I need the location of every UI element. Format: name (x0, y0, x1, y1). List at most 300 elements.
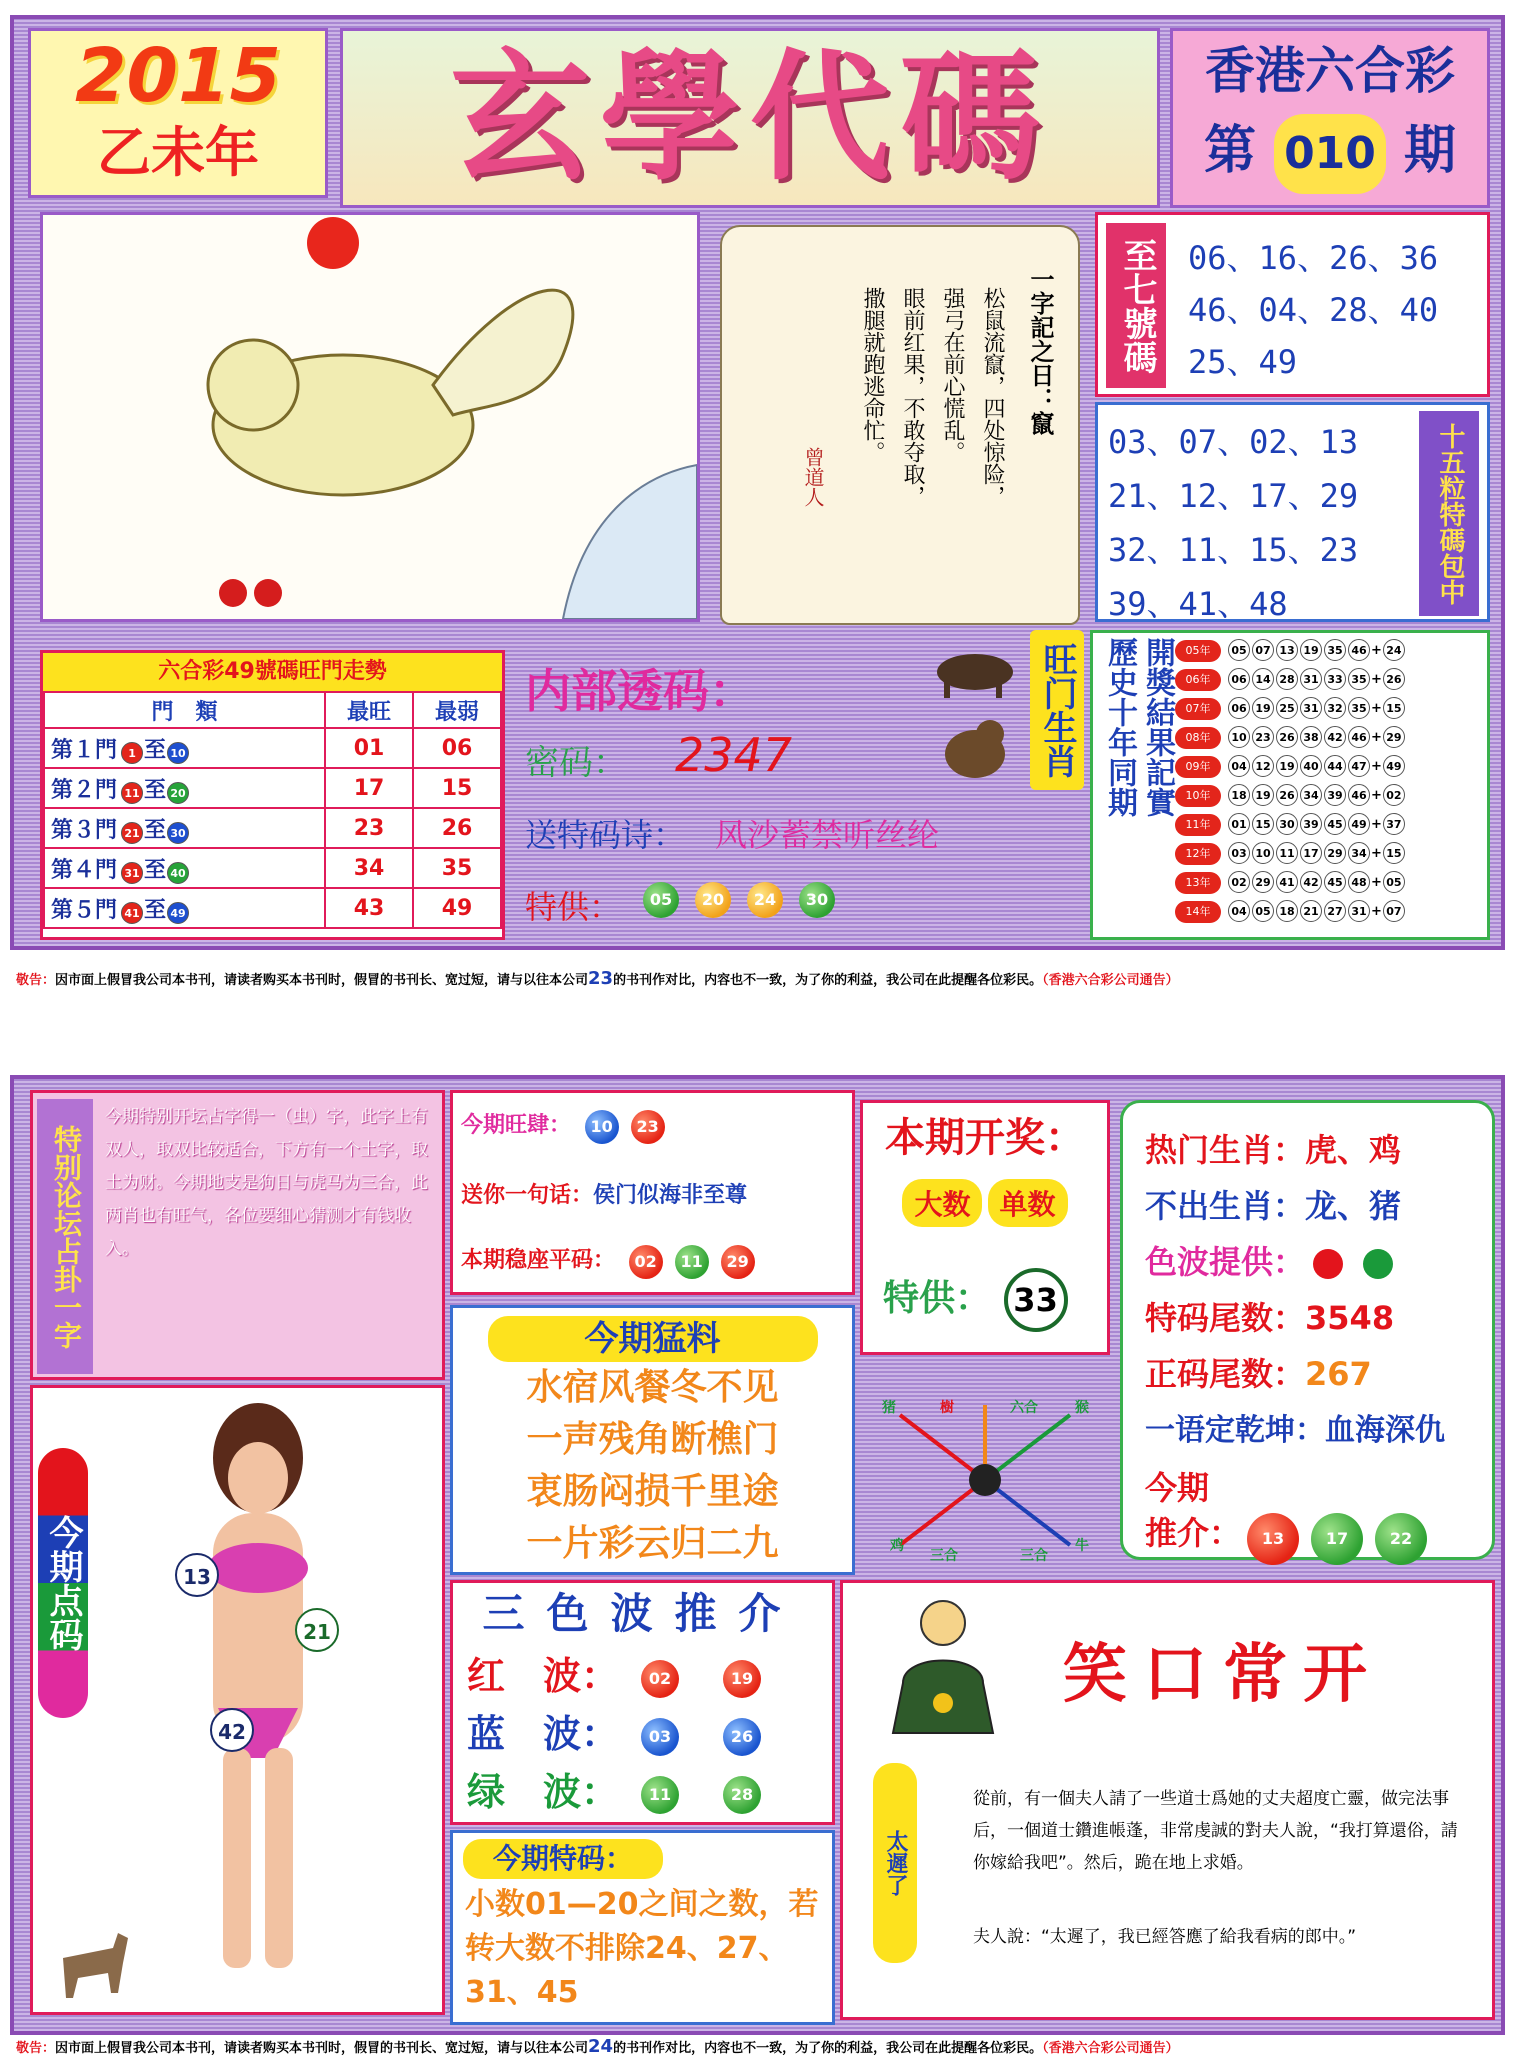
joke-text: 從前，有一個夫人請了一些道士爲她的丈夫超度亡靈，做完法事后，一個道士鑽進帳蓬，非常虔誠的對夫人說，“我打算還俗，請你嫁給我吧”。然后，跪在地上求婚。 (973, 1789, 1458, 1873)
door-hot-cell: 17 (325, 768, 413, 808)
sp-title: 今期特码： (463, 1839, 663, 1879)
history-rows (1175, 639, 1406, 929)
history-ball: 35 (1324, 639, 1346, 661)
history-year: 07年 (1175, 698, 1221, 720)
history-ball: 19 (1252, 784, 1274, 806)
history-ball: 35 (1348, 668, 1370, 690)
history-year: 13年 (1175, 872, 1221, 894)
model-ball-3: 42 (210, 1708, 254, 1752)
brand-box (1170, 28, 1490, 208)
bottom-notice-text-b: 的书刊作对比，内容也不一致，为了你的利益，我公司在此提醒各位彩民。 (613, 2041, 1043, 2056)
poem-title: 一字記之日：竄 (1026, 267, 1054, 435)
poem-line-2: 强弓在前心慌乱。 (940, 287, 965, 463)
tail-row (1145, 1293, 1394, 1339)
forum-box (30, 1090, 445, 1380)
poem-sign: 曾道人 (801, 447, 825, 507)
wave-title: 三色波推介 (482, 1589, 803, 1638)
door-from-ball: 1 (121, 742, 143, 764)
model-photo (33, 1388, 442, 2012)
sp-text: 小数01—20之间之数，若转大数不排除24、27、31、45 (465, 1887, 819, 2010)
ball: 10 (585, 1110, 619, 1144)
history-ball: 35 (1348, 697, 1370, 719)
history-plus: + (1371, 846, 1382, 861)
plain-row (461, 1243, 761, 1279)
history-year: 05年 (1175, 640, 1221, 662)
year-box (28, 28, 328, 198)
history-ball: 13 (1276, 639, 1298, 661)
door-label: 第２門 (51, 777, 118, 803)
history-ball: 06 (1228, 697, 1250, 719)
history-plus: + (1371, 788, 1382, 803)
wave-row (453, 1703, 832, 1761)
one-word-row (1145, 1405, 1445, 1449)
color-label: 色波提供： (1145, 1243, 1306, 1281)
size-odd-row (863, 1179, 1107, 1227)
zodiac-label: 旺门生肖 (1030, 630, 1084, 790)
bottom-notice-text-a: 因市面上假冒我公司本书刊，请读者购买本书刊时，假冒的书刊长、宽过短，请与以往本公司 (55, 2041, 589, 2056)
phrase-label: 送你一句话： (461, 1183, 594, 1208)
issue-suffix: 期 (1404, 121, 1457, 181)
history-ball: 25 (1276, 697, 1298, 719)
door-to-word: 至 (144, 897, 167, 923)
special-ball: 20 (695, 882, 731, 918)
password-value: 2347 (675, 728, 793, 782)
model-ball-1: 13 (175, 1553, 219, 1597)
history-ball: 32 (1324, 697, 1346, 719)
forum-text: 今期特别开坛占字得一（虫）字，此字上有双人，取双比较适合，下方有一个土字，取土为财。今期地支是狗日与虎马为三合，此两肖也有旺气，各位要细心猜测才有钱收入。 (105, 1107, 428, 1259)
history-row (1175, 726, 1406, 755)
history-row (1175, 871, 1406, 900)
door-row (44, 728, 501, 768)
fifteen-number-3: 32、11、15、23 (1108, 531, 1359, 569)
fifteen-number-4: 39、41、48 (1108, 585, 1288, 623)
history-ball: 14 (1252, 668, 1274, 690)
history-ball: 44 (1324, 755, 1346, 777)
door-row (44, 768, 501, 808)
no-zodiac-value: 龙、猪 (1305, 1187, 1402, 1225)
diagram-label-8: 牛 (1075, 1538, 1089, 1554)
one-word-label: 一语定乾坤： (1145, 1413, 1325, 1448)
history-row (1175, 697, 1406, 726)
squirrel-illustration (43, 215, 697, 619)
door-to-ball: 20 (167, 782, 189, 804)
odd-label: 单数 (988, 1179, 1068, 1227)
history-ball: 28 (1276, 668, 1298, 690)
special-ball: 30 (799, 882, 835, 918)
info-box (1120, 1100, 1495, 1560)
history-special-ball: 26 (1383, 668, 1405, 690)
door-hot-cell: 43 (325, 888, 413, 928)
door-to-word: 至 (144, 737, 167, 763)
recommend-label-2: 推介： (1145, 1514, 1242, 1552)
history-ball: 26 (1276, 726, 1298, 748)
history-ball: 41 (1276, 871, 1298, 893)
no-zodiac-label: 不出生肖： (1145, 1187, 1306, 1225)
recommend-balls (1241, 1514, 1433, 1552)
hot-zodiac-label: 热门生肖： (1145, 1131, 1306, 1169)
diagram-label-7: 三合 (1020, 1548, 1048, 1564)
kill-number-1: 06、16、26、36 (1188, 239, 1439, 277)
diagram-label-6: 三合 (930, 1548, 958, 1564)
hot-line-1: 水宿风餐冬不见 (526, 1367, 779, 1408)
history-year: 11年 (1175, 814, 1221, 836)
title-box (340, 28, 1160, 208)
poem-line-1: 松鼠流竄，四处惊险， (980, 287, 1005, 507)
diagram-label-5: 鸡 (890, 1538, 904, 1554)
history-ball: 31 (1300, 668, 1322, 690)
history-plus: + (1371, 643, 1382, 658)
model-ball-2: 21 (295, 1608, 339, 1652)
poem-line-3: 眼前红果，不敢夺取， (900, 287, 925, 507)
history-ball: 01 (1228, 813, 1250, 835)
wave-ball: 02 (641, 1660, 679, 1698)
history-ball: 26 (1276, 784, 1298, 806)
history-ball: 42 (1300, 871, 1322, 893)
rock-icon (563, 465, 697, 619)
special-ball: 24 (747, 882, 783, 918)
history-ball: 31 (1348, 900, 1370, 922)
history-ball: 29 (1252, 871, 1274, 893)
history-ball: 42 (1324, 726, 1346, 748)
history-ball: 33 (1324, 668, 1346, 690)
history-ball: 47 (1348, 755, 1370, 777)
history-ball: 07 (1252, 639, 1274, 661)
history-label-1: 歷史十年同期 (1102, 637, 1137, 817)
dot-bg (38, 1448, 88, 1718)
history-ball: 39 (1324, 784, 1346, 806)
history-box (1090, 630, 1490, 940)
cherry-icon (219, 579, 247, 607)
history-ball: 18 (1276, 900, 1298, 922)
green-dot-icon (1363, 1249, 1393, 1279)
door-type-cell (44, 768, 325, 808)
bottom-notice-sign: （香港六合彩公司通告） (1042, 2041, 1179, 2056)
door-type-cell (44, 888, 325, 928)
password-label: 密码： (525, 743, 627, 783)
history-row (1175, 639, 1406, 668)
hot-line-4: 一片彩云归二九 (526, 1523, 779, 1564)
red-fruit-icon (307, 217, 359, 269)
hot-zodiac-row (1145, 1125, 1401, 1171)
kill-label: 至七號碼 (1106, 223, 1166, 388)
door-header-hot: 最旺 (325, 692, 413, 728)
history-ball: 19 (1300, 639, 1322, 661)
hot-title: 今期猛料 (488, 1316, 818, 1362)
door-from-ball: 21 (121, 822, 143, 844)
open-title: 本期开奖： (885, 1115, 1085, 1161)
history-year: 10年 (1175, 785, 1221, 807)
history-ball: 29 (1324, 842, 1346, 864)
kill-box (1095, 212, 1490, 397)
history-ball: 18 (1228, 784, 1250, 806)
wang-balls (579, 1113, 671, 1138)
history-row (1175, 813, 1406, 842)
top-notice-num: 23 (588, 968, 614, 989)
top-notice (16, 968, 1179, 989)
illustration-box (40, 212, 700, 622)
door-to-word: 至 (144, 857, 167, 883)
open-special-ball: 33 (1004, 1268, 1068, 1332)
door-cold-cell: 15 (413, 768, 501, 808)
bottom-notice-label: 敬告： (16, 2041, 56, 2056)
history-ball: 19 (1252, 697, 1274, 719)
squirrel-head-icon (208, 340, 298, 430)
tail-label: 特码尾数： (1145, 1299, 1306, 1337)
wang-label: 今期旺肆： (461, 1113, 572, 1138)
ball: 29 (721, 1245, 755, 1279)
history-ball: 10 (1228, 726, 1250, 748)
diagram-label-2: 樹 (940, 1400, 954, 1416)
page-title: 玄學代碼 (449, 37, 1050, 200)
door-label: 第３門 (51, 817, 118, 843)
open-box (860, 1100, 1110, 1355)
one-word-value: 血海深仇 (1325, 1413, 1445, 1448)
squirrel-tail-icon (433, 290, 573, 415)
history-plus: + (1371, 701, 1382, 716)
door-row (44, 848, 501, 888)
special-label: 特供： (525, 888, 622, 926)
hot-box (450, 1305, 855, 1575)
top-notice-text-b: 的书刊作对比，内容也不一致，为了你的利益，我公司在此提醒各位彩民。 (613, 973, 1043, 988)
special-ball: 05 (643, 882, 679, 918)
history-special-ball: 07 (1383, 900, 1405, 922)
wave-ball: 26 (723, 1718, 761, 1756)
fifteen-number-1: 03、07、02、13 (1108, 423, 1359, 461)
history-ball: 34 (1300, 784, 1322, 806)
joke-text-2: 夫人說：“太遲了，我已經答應了給我看病的郎中。” (973, 1927, 1357, 1947)
inner-title: 内部透码： (525, 664, 755, 718)
wave-rows (453, 1645, 832, 1819)
wave-label: 绿 波： (467, 1770, 620, 1814)
history-ball: 05 (1228, 639, 1250, 661)
history-ball: 38 (1300, 726, 1322, 748)
ball: 13 (1247, 1513, 1299, 1565)
diagram-label-4: 猴 (1075, 1400, 1089, 1416)
year-text: 2015 (75, 33, 281, 119)
history-row (1175, 784, 1406, 813)
history-ball: 10 (1252, 842, 1274, 864)
door-to-word: 至 (144, 817, 167, 843)
tail-value: 3548 (1305, 1299, 1395, 1337)
door-label: 第５門 (51, 897, 118, 923)
normal-tail-row (1145, 1349, 1372, 1395)
door-table-box (40, 650, 505, 940)
door-from-ball: 31 (121, 862, 143, 884)
recommend-label-1: 今期 (1145, 1469, 1210, 1507)
history-year: 09年 (1175, 756, 1221, 778)
wave-ball: 11 (641, 1776, 679, 1814)
poem-line-4: 撒腿就跑逃命忙。 (860, 287, 885, 463)
door-table (43, 691, 502, 929)
brand-name: 香港六合彩 (1205, 42, 1455, 100)
open-special-row (883, 1268, 1068, 1332)
history-ball: 03 (1228, 842, 1250, 864)
door-label: 第４門 (51, 857, 118, 883)
history-ball: 46 (1348, 784, 1370, 806)
hot-line-3: 衷肠闷损千里途 (526, 1471, 779, 1512)
plain-label: 本期稳座平码： (461, 1248, 616, 1273)
door-row (44, 888, 501, 928)
door-title: 六合彩49號碼旺門走勢 (43, 653, 502, 691)
top-notice-sign: （香港六合彩公司通告） (1042, 973, 1179, 988)
history-ball: 17 (1300, 842, 1322, 864)
history-ball: 04 (1228, 900, 1250, 922)
door-to-ball: 30 (167, 822, 189, 844)
history-ball: 23 (1252, 726, 1274, 748)
history-row (1175, 755, 1406, 784)
history-ball: 19 (1276, 755, 1298, 777)
history-ball: 31 (1300, 697, 1322, 719)
door-cold-cell: 35 (413, 848, 501, 888)
ball: 02 (629, 1245, 663, 1279)
door-label: 第１門 (51, 737, 118, 763)
history-special-ball: 24 (1383, 639, 1405, 661)
hot-zodiac-value: 虎、鸡 (1305, 1131, 1402, 1169)
history-special-ball: 49 (1383, 755, 1405, 777)
history-ball: 40 (1300, 755, 1322, 777)
wave-row (453, 1645, 832, 1703)
wave-ball: 03 (641, 1718, 679, 1756)
door-cold-cell: 26 (413, 808, 501, 848)
recommend-row (1145, 1508, 1433, 1565)
history-year: 12年 (1175, 843, 1221, 865)
history-ball: 30 (1276, 813, 1298, 835)
ball: 11 (675, 1245, 709, 1279)
door-from-ball: 11 (121, 782, 143, 804)
color-row (1145, 1237, 1393, 1283)
history-ball: 15 (1252, 813, 1274, 835)
hot-line-2: 一声残角断樵门 (526, 1419, 779, 1460)
history-plus: + (1371, 759, 1382, 774)
normal-tail-value: 267 (1305, 1355, 1372, 1393)
door-to-ball: 10 (167, 742, 189, 764)
history-plus: + (1371, 904, 1382, 919)
model-box (30, 1385, 445, 2015)
history-label-2: 開獎結果記實 (1140, 637, 1175, 817)
issue-prefix: 第 (1203, 121, 1256, 181)
door-header-type: 門 類 (44, 692, 325, 728)
plain-balls (623, 1248, 761, 1273)
moneybag-icon (883, 1593, 1003, 1743)
wave-row (453, 1761, 832, 1819)
no-zodiac-row (1145, 1181, 1401, 1227)
history-ball: 06 (1228, 668, 1250, 690)
history-plus: + (1371, 672, 1382, 687)
history-special-ball: 15 (1383, 842, 1405, 864)
monkey-icon (930, 714, 1020, 784)
history-ball: 49 (1348, 813, 1370, 835)
door-type-cell (44, 728, 325, 768)
history-special-ball: 29 (1383, 726, 1405, 748)
history-row (1175, 842, 1406, 871)
sp-box (450, 1830, 835, 2025)
history-ball: 45 (1324, 871, 1346, 893)
zodiac-diagram (870, 1395, 1100, 1565)
phrase-row (461, 1178, 747, 1209)
history-ball: 04 (1228, 755, 1250, 777)
poem-send-value: 风沙蓄禁听丝纶 (715, 816, 940, 854)
door-to-ball: 49 (167, 902, 189, 924)
poem-scroll (720, 225, 1080, 625)
door-from-ball: 41 (121, 902, 143, 924)
red-dot-icon (1313, 1249, 1343, 1279)
history-special-ball: 05 (1383, 871, 1405, 893)
door-cold-cell: 49 (413, 888, 501, 928)
bottom-notice (16, 2036, 1179, 2057)
history-plus: + (1371, 875, 1382, 890)
history-year: 06年 (1175, 669, 1221, 691)
wave-ball: 19 (723, 1660, 761, 1698)
forum-label: 特别论坛占卦一字 (37, 1099, 93, 1374)
door-to-word: 至 (144, 777, 167, 803)
open-special-label: 特供： (883, 1278, 992, 1319)
kill-number-2: 46、04、28、40 (1188, 291, 1439, 329)
history-row (1175, 900, 1406, 929)
door-hot-cell: 01 (325, 728, 413, 768)
cherry-icon-2 (254, 579, 282, 607)
poem-send-label: 送特码诗： (525, 816, 686, 854)
zodiac-animals (930, 640, 1030, 790)
joke-title: 笑口常开 (1063, 1638, 1383, 1712)
door-to-ball: 40 (167, 862, 189, 884)
door-hot-cell: 23 (325, 808, 413, 848)
compass-diagram (870, 1395, 1100, 1565)
history-ball: 27 (1324, 900, 1346, 922)
history-plus: + (1371, 730, 1382, 745)
fifteen-number-2: 21、12、17、29 (1108, 477, 1359, 515)
history-special-ball: 37 (1383, 813, 1405, 835)
fifteen-label: 十五粒特碼包中 (1419, 411, 1479, 616)
top-notice-label: 敬告： (16, 973, 56, 988)
history-ball: 46 (1348, 726, 1370, 748)
special-balls (635, 882, 843, 918)
top-notice-text-a: 因市面上假冒我公司本书刊，请读者购买本书刊时，假冒的书刊长、宽过短，请与以往本公司 (55, 973, 589, 988)
big-label: 大数 (902, 1179, 982, 1227)
kill-number-3: 25、49 (1188, 343, 1298, 381)
wave-label: 红 波： (467, 1654, 620, 1698)
history-year: 08年 (1175, 727, 1221, 749)
phrase-text: 侯门似海非至尊 (593, 1183, 748, 1208)
history-ball: 39 (1300, 813, 1322, 835)
horse-icon (63, 1933, 128, 1998)
history-row (1175, 668, 1406, 697)
ball: 22 (1375, 1513, 1427, 1565)
door-type-cell (44, 848, 325, 888)
ball: 23 (631, 1110, 665, 1144)
history-special-ball: 15 (1383, 697, 1405, 719)
history-ball: 34 (1348, 842, 1370, 864)
wang-row (461, 1108, 671, 1144)
door-type-cell (44, 808, 325, 848)
wave-ball: 28 (723, 1776, 761, 1814)
history-year: 14年 (1175, 901, 1221, 923)
diagram-label-3: 六合 (1010, 1400, 1038, 1416)
wang-box (450, 1090, 855, 1295)
history-ball: 12 (1252, 755, 1274, 777)
wave-box (450, 1580, 835, 1825)
history-special-ball: 02 (1383, 784, 1405, 806)
history-ball: 05 (1252, 900, 1274, 922)
history-ball: 45 (1324, 813, 1346, 835)
history-ball: 46 (1348, 639, 1370, 661)
history-plus: + (1371, 817, 1382, 832)
history-ball: 48 (1348, 871, 1370, 893)
history-ball: 11 (1276, 842, 1298, 864)
normal-tail-label: 正码尾数： (1145, 1355, 1306, 1393)
dot-label: 今期点码 (38, 1448, 88, 1718)
ball: 17 (1311, 1513, 1363, 1565)
issue-number: 010 (1274, 114, 1386, 194)
